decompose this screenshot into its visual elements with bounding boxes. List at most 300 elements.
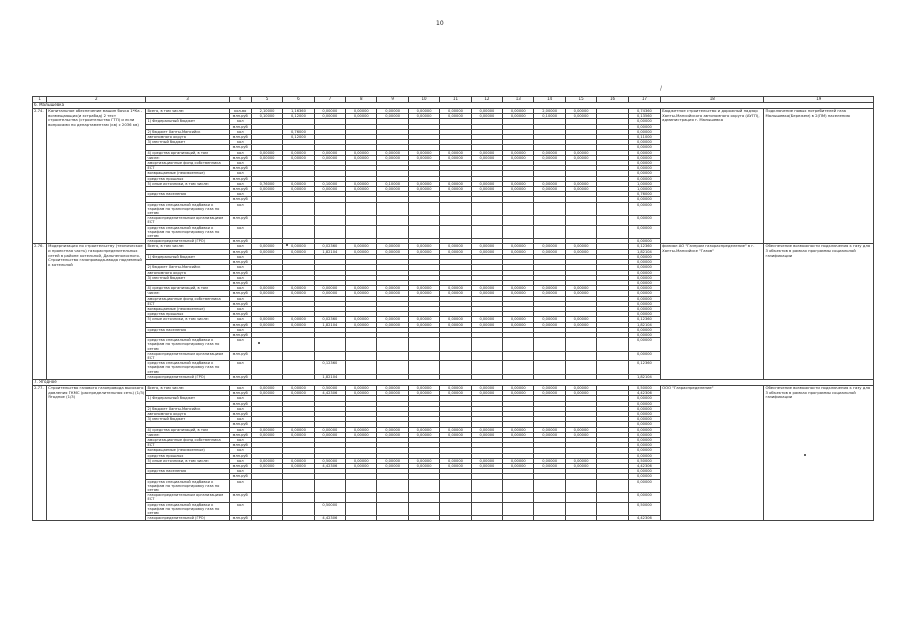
unit-cell: кол: [229, 406, 251, 411]
header-cell: 11: [440, 97, 471, 103]
value-cell: 0,00000: [408, 391, 439, 396]
unit-cell: кол: [229, 438, 251, 443]
total-cell: 0,00000: [628, 197, 660, 202]
value-cell: 0,00000: [377, 385, 408, 390]
value-cell: 0,00000: [251, 155, 282, 160]
value-cell: 0,00000: [440, 391, 471, 396]
value-cell: 0,00000: [565, 181, 596, 186]
value-cell: [440, 216, 471, 225]
value-cell: 0,00000: [503, 286, 534, 291]
value-cell: 4,42306: [314, 464, 345, 469]
value-cell: 0,00000: [377, 244, 408, 249]
value-cell: [440, 479, 471, 493]
source-label: газораспределительным организациям ЕСТ: [146, 493, 229, 502]
value-cell: 0,00000: [440, 249, 471, 254]
value-cell: 0,00000: [471, 181, 502, 186]
unit-cell: млн.руб: [229, 249, 251, 254]
source-label: автономного округа: [146, 270, 229, 275]
value-cell: 0,00000: [565, 322, 596, 327]
value-cell: 0,50000: [314, 502, 345, 516]
total-cell: 0,00000: [628, 427, 660, 432]
value-cell: 0,00000: [346, 181, 377, 186]
value-cell: 0,00000: [377, 322, 408, 327]
value-cell: 0,00000: [377, 286, 408, 291]
source-label: 4) средства организаций, в том: [146, 286, 229, 291]
value-cell: [597, 225, 628, 239]
value-cell: 0,00000: [534, 317, 565, 322]
table-row: [33, 244, 874, 249]
total-cell: 0,00000: [628, 493, 660, 502]
unit-cell: млн.руб: [229, 280, 251, 285]
value-cell: [346, 516, 377, 521]
value-cell: [534, 493, 565, 502]
unit-cell: млн.руб: [229, 166, 251, 171]
unit-cell: кол: [229, 306, 251, 311]
value-cell: [471, 351, 502, 360]
total-cell: 0,00000: [628, 239, 660, 244]
unit-cell: кол: [229, 286, 251, 291]
header-cell: 4: [229, 97, 251, 103]
header-cell: 1: [33, 97, 47, 103]
value-cell: [314, 479, 345, 493]
value-cell: 0,00000: [251, 322, 282, 327]
unit-cell: млн.руб: [229, 516, 251, 521]
value-cell: 0,00000: [408, 181, 439, 186]
value-cell: 0,00000: [283, 244, 314, 249]
value-cell: 0,00000: [283, 181, 314, 186]
value-cell: 0,00000: [503, 317, 534, 322]
value-cell: 0,00000: [283, 432, 314, 437]
value-cell: [314, 202, 345, 216]
unit-cell: кол: [229, 181, 251, 186]
unit-cell: кол: [229, 192, 251, 197]
value-cell: 0,00000: [408, 464, 439, 469]
value-cell: 0,00000: [471, 249, 502, 254]
unit-cell: кол-во: [229, 109, 251, 114]
value-cell: 0,00000: [534, 385, 565, 390]
value-cell: [377, 502, 408, 516]
value-cell: [377, 479, 408, 493]
value-cell: [565, 216, 596, 225]
value-cell: [251, 225, 282, 239]
value-cell: 0,00000: [565, 464, 596, 469]
value-cell: [346, 216, 377, 225]
source-label: газораспределительной (ГРО): [146, 374, 229, 379]
value-cell: 0,00000: [346, 458, 377, 463]
total-cell: 0,00000: [628, 453, 660, 458]
value-cell: 1,82104: [314, 249, 345, 254]
unit-cell: млн.руб: [229, 443, 251, 448]
value-cell: 0,00000: [408, 286, 439, 291]
header-cell: 18: [661, 97, 764, 103]
value-cell: 0,00000: [346, 385, 377, 390]
source-label: ЕСТ: [146, 301, 229, 306]
unit-cell: млн.руб: [229, 187, 251, 192]
value-cell: 0,00000: [346, 114, 377, 119]
value-cell: [565, 338, 596, 352]
value-cell: 0,00000: [314, 427, 345, 432]
value-cell: 0,00000: [283, 249, 314, 254]
value-cell: 0,00000: [565, 244, 596, 249]
value-cell: [408, 225, 439, 239]
value-cell: 0,00000: [408, 432, 439, 437]
value-cell: 0,00000: [471, 155, 502, 160]
value-cell: 0,00000: [440, 150, 471, 155]
unit-cell: кол: [229, 427, 251, 432]
value-cell: [597, 479, 628, 493]
value-cell: [408, 202, 439, 216]
page-number: 10: [436, 20, 444, 27]
unit-cell: млн.руб: [229, 312, 251, 317]
total-cell: 0,76000: [628, 192, 660, 197]
value-cell: 1,82104: [314, 322, 345, 327]
value-cell: [565, 493, 596, 502]
unit-cell: кол: [229, 479, 251, 493]
value-cell: 0,00000: [283, 155, 314, 160]
value-cell: [314, 351, 345, 360]
unit-cell: млн.руб: [229, 291, 251, 296]
value-cell: [534, 216, 565, 225]
value-cell: [565, 516, 596, 521]
source-label: числе:: [146, 155, 229, 160]
value-cell: 0,00000: [565, 150, 596, 155]
value-cell: 0,00000: [283, 187, 314, 192]
value-cell: 0,00000: [408, 187, 439, 192]
unit-cell: млн.руб: [229, 411, 251, 416]
value-cell: 0,00000: [346, 155, 377, 160]
value-cell: [283, 479, 314, 493]
value-cell: 0,00000: [565, 187, 596, 192]
value-cell: 0,00000: [346, 317, 377, 322]
value-cell: 0,00000: [377, 458, 408, 463]
note-cell: Подключение новых потребителей газа Малышевка(Бережем) в 2(ПМ) населению: [764, 109, 874, 244]
total-cell: 0,00000: [628, 291, 660, 296]
source-label: числе:: [146, 291, 229, 296]
source-label: средства прошлых: [146, 312, 229, 317]
value-cell: [503, 351, 534, 360]
unit-cell: млн.руб: [229, 216, 251, 225]
source-label: 1) Федеральный бюджет: [146, 254, 229, 259]
header-cell: 16: [597, 97, 628, 103]
total-cell: 0,00000: [628, 129, 660, 134]
value-cell: 0,00000: [565, 114, 596, 119]
unit-cell: кол: [229, 502, 251, 516]
value-cell: 0,00000: [251, 150, 282, 155]
value-cell: [283, 216, 314, 225]
value-cell: 0,10000: [377, 181, 408, 186]
value-cell: [534, 361, 565, 375]
value-cell: 0,00000: [503, 464, 534, 469]
header-cell: 14: [534, 97, 565, 103]
value-cell: 0,00000: [408, 458, 439, 463]
value-cell: [597, 493, 628, 502]
source-label: 4) средства организаций, в том: [146, 427, 229, 432]
value-cell: [251, 493, 282, 502]
total-cell: 0,00000: [628, 411, 660, 416]
value-cell: 0,00000: [314, 109, 345, 114]
source-label: 1) Федеральный бюджет: [146, 396, 229, 401]
value-cell: [346, 351, 377, 360]
value-cell: 0,00000: [314, 114, 345, 119]
value-cell: 0,00000: [503, 291, 534, 296]
value-cell: 0,00000: [503, 385, 534, 390]
unit-cell: млн.руб: [229, 270, 251, 275]
source-label: амортизационные фонд собственника: [146, 296, 229, 301]
value-cell: 0,00000: [503, 187, 534, 192]
source-label: газораспределительным организациям ЕСТ: [146, 216, 229, 225]
value-cell: [251, 202, 282, 216]
value-cell: 0,00000: [503, 109, 534, 114]
section-label: 6. Малышевка: [33, 103, 874, 109]
value-cell: 0,00000: [346, 464, 377, 469]
value-cell: 0,00000: [503, 322, 534, 327]
value-cell: 0,00000: [471, 427, 502, 432]
value-cell: 0,00000: [251, 286, 282, 291]
value-cell: [346, 493, 377, 502]
value-cell: 0,00000: [251, 291, 282, 296]
value-cell: 0,00000: [377, 432, 408, 437]
value-cell: [346, 479, 377, 493]
value-cell: 0,00000: [377, 109, 408, 114]
total-cell: 0,00000: [628, 312, 660, 317]
source-label: средства специальной надбавки к тарифам на транспортировку газа по сетям: [146, 479, 229, 493]
value-cell: 0,00000: [346, 391, 377, 396]
total-cell: 0,00000: [628, 327, 660, 332]
value-cell: 0,00000: [346, 286, 377, 291]
total-cell: 0,00000: [628, 216, 660, 225]
value-cell: 4,42306: [314, 391, 345, 396]
value-cell: [471, 338, 502, 352]
unit-cell: млн.руб: [229, 432, 251, 437]
value-cell: [283, 202, 314, 216]
total-cell: 0,00000: [628, 306, 660, 311]
source-label: средства специальной надбавки к тарифам на транспортировку газа по сетям: [146, 338, 229, 352]
total-cell: 0,00000: [628, 260, 660, 265]
value-cell: [283, 338, 314, 352]
value-cell: [377, 361, 408, 375]
value-cell: 0,00000: [283, 385, 314, 390]
value-cell: [251, 361, 282, 375]
value-cell: 0,76000: [251, 181, 282, 186]
total-cell: 0,13560: [628, 114, 660, 119]
source-label: амортизационные фонд собственника: [146, 438, 229, 443]
unit-cell: млн.руб: [229, 332, 251, 337]
value-cell: 0,00000: [314, 155, 345, 160]
value-cell: 0,00000: [534, 432, 565, 437]
value-cell: [440, 361, 471, 375]
value-cell: [440, 493, 471, 502]
value-cell: 0,00000: [440, 187, 471, 192]
value-cell: 0,00000: [471, 317, 502, 322]
value-cell: 0,00000: [440, 114, 471, 119]
unit-cell: млн.руб: [229, 391, 251, 396]
header-cell: 6: [283, 97, 314, 103]
value-cell: 0,00000: [503, 427, 534, 432]
value-cell: 0,00000: [314, 150, 345, 155]
value-cell: [471, 202, 502, 216]
value-cell: [408, 479, 439, 493]
value-cell: 0,00000: [408, 385, 439, 390]
value-cell: [503, 361, 534, 375]
unit-cell: млн.руб: [229, 176, 251, 181]
total-cell: 0,00000: [628, 225, 660, 239]
value-cell: 4,42306: [314, 516, 345, 521]
value-cell: 0,00000: [471, 385, 502, 390]
total-cell: 1,00000: [628, 187, 660, 192]
value-cell: 0,00000: [440, 427, 471, 432]
value-cell: [346, 502, 377, 516]
source-label: 5) иные источники, в том числе:: [146, 181, 229, 186]
total-cell: 0,00000: [628, 417, 660, 422]
value-cell: 0,00000: [377, 317, 408, 322]
value-cell: 0,00000: [346, 427, 377, 432]
header-cell: 12: [471, 97, 502, 103]
value-cell: [408, 216, 439, 225]
source-label: Всего, в том числе:: [146, 385, 229, 390]
value-cell: 0,00000: [251, 385, 282, 390]
value-cell: [408, 338, 439, 352]
header-cell: 5: [251, 97, 282, 103]
value-cell: 0,00000: [471, 391, 502, 396]
header-cell: 15: [565, 97, 596, 103]
unit-cell: млн.руб: [229, 464, 251, 469]
value-cell: 2,00000: [534, 109, 565, 114]
source-label: 5) иные источники, в том числе:: [146, 317, 229, 322]
value-cell: 0,00000: [408, 114, 439, 119]
value-cell: 0,00000: [314, 291, 345, 296]
value-cell: 0,00000: [251, 317, 282, 322]
value-cell: [503, 502, 534, 516]
value-cell: [534, 516, 565, 521]
source-label: 2) бюджет Ханты-Мансийск: [146, 406, 229, 411]
value-cell: 0,10000: [534, 114, 565, 119]
value-cell: 0,00000: [565, 432, 596, 437]
value-cell: 0,00000: [251, 427, 282, 432]
unit-cell: кол: [229, 202, 251, 216]
unit-cell: кол: [229, 171, 251, 176]
value-cell: [503, 202, 534, 216]
value-cell: 0,00000: [565, 249, 596, 254]
value-cell: 0,00000: [534, 322, 565, 327]
executor-cell: Бюджетное строительство и дорожный надзор Ханты-Мансийского автономного округа (АУГП), администрация г. Малышевка: [661, 109, 764, 244]
value-cell: [377, 351, 408, 360]
unit-cell: кол: [229, 129, 251, 134]
value-cell: [471, 516, 502, 521]
unit-cell: кол: [229, 317, 251, 322]
unit-cell: млн.руб: [229, 453, 251, 458]
value-cell: [471, 361, 502, 375]
source-label: 2) бюджет Ханты-Мансийск: [146, 265, 229, 270]
value-cell: 0,00000: [283, 317, 314, 322]
total-cell: 0,50000: [628, 502, 660, 516]
total-cell: 0,00000: [628, 202, 660, 216]
value-cell: [440, 202, 471, 216]
unit-cell: млн.руб: [229, 135, 251, 140]
unit-cell: кол: [229, 338, 251, 352]
value-cell: 0,00000: [565, 317, 596, 322]
value-cell: 0,00000: [565, 391, 596, 396]
value-cell: 1,16360: [283, 109, 314, 114]
value-cell: [534, 225, 565, 239]
value-cell: [346, 361, 377, 375]
value-cell: [251, 351, 282, 360]
value-cell: 0,00000: [283, 286, 314, 291]
value-cell: 0,00000: [440, 291, 471, 296]
value-cell: 0,00000: [534, 187, 565, 192]
value-cell: 0,00000: [377, 427, 408, 432]
value-cell: 0,00000: [408, 427, 439, 432]
value-cell: [565, 351, 596, 360]
value-cell: 0,00000: [408, 244, 439, 249]
source-label: 3) местный бюджет: [146, 140, 229, 145]
value-cell: [503, 216, 534, 225]
unit-cell: млн.руб: [229, 493, 251, 502]
value-cell: [346, 202, 377, 216]
value-cell: 0,00000: [534, 286, 565, 291]
unit-cell: млн.руб: [229, 474, 251, 479]
value-cell: [251, 479, 282, 493]
value-cell: [283, 502, 314, 516]
unit-cell: кол: [229, 119, 251, 124]
value-cell: 0,00000: [503, 181, 534, 186]
value-cell: 0,00000: [283, 427, 314, 432]
source-label: числе:: [146, 432, 229, 437]
value-cell: 0,00000: [471, 187, 502, 192]
source-label: 5) иные источники, в том числе:: [146, 458, 229, 463]
unit-cell: млн.руб: [229, 301, 251, 306]
unit-cell: кол: [229, 161, 251, 166]
header-cell: 10: [408, 97, 439, 103]
value-cell: [503, 225, 534, 239]
value-cell: 0,00000: [534, 291, 565, 296]
total-cell: 0,00000: [628, 338, 660, 352]
value-cell: 0,00000: [565, 385, 596, 390]
value-cell: 0,10000: [314, 181, 345, 186]
total-cell: 0,00000: [628, 286, 660, 291]
source-label: средства специальной надбавки к тарифам на транспортировку газа по сетям: [146, 361, 229, 375]
header-cell: 17: [628, 97, 660, 103]
value-cell: 0,00000: [534, 244, 565, 249]
value-cell: 0,00000: [346, 150, 377, 155]
unit-cell: кол: [229, 265, 251, 270]
total-cell: 0,00000: [628, 171, 660, 176]
value-cell: [503, 338, 534, 352]
total-cell: 0,00000: [628, 161, 660, 166]
value-cell: 0,00000: [503, 114, 534, 119]
value-cell: 0,00000: [377, 464, 408, 469]
unit-cell: млн.руб: [229, 114, 251, 119]
total-cell: 0,12360: [628, 361, 660, 375]
value-cell: 0,00000: [408, 249, 439, 254]
value-cell: 0,00000: [251, 187, 282, 192]
total-cell: 0,00000: [628, 351, 660, 360]
value-cell: 0,00000: [534, 427, 565, 432]
source-label: средства специальной надбавки к тарифам на транспортировку газа по сетям: [146, 202, 229, 216]
value-cell: [346, 338, 377, 352]
value-cell: [283, 516, 314, 521]
header-cell: 9: [377, 97, 408, 103]
value-cell: 0,00000: [440, 458, 471, 463]
value-cell: 0,00000: [565, 291, 596, 296]
value-cell: 0,12000: [283, 135, 314, 140]
total-cell: 4,42306: [628, 391, 660, 396]
value-cell: 0,00000: [346, 244, 377, 249]
value-cell: 0,00000: [314, 187, 345, 192]
value-cell: 0,00000: [471, 291, 502, 296]
table-row: [33, 385, 874, 390]
value-cell: [408, 351, 439, 360]
value-cell: [314, 216, 345, 225]
